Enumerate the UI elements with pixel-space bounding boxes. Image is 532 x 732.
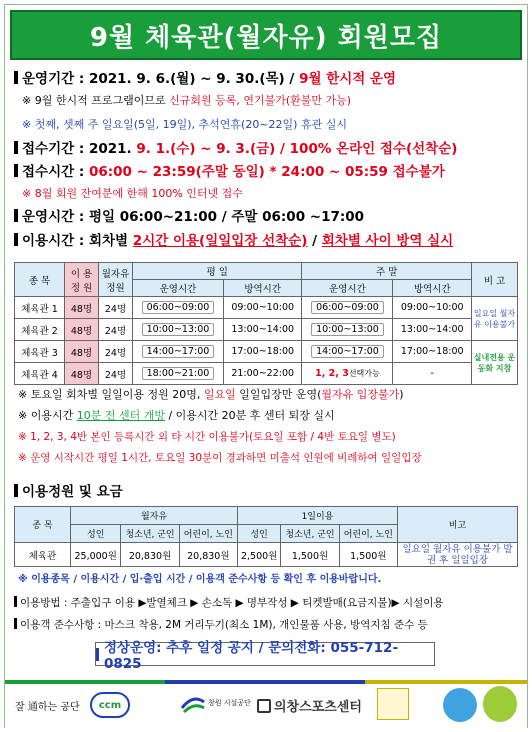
rule-open: ※ 이용시간 10분 전 센터 개방 / 이용시간 20분 후 센터 퇴장 실시 <box>18 409 335 422</box>
col-daily: 1일이용 <box>237 507 397 525</box>
footer-stripe-green <box>5 680 165 684</box>
bullet-bar <box>14 141 18 154</box>
col-weekday-clean: 방역시간 <box>223 280 302 297</box>
note-shoes: 실내전용 운동화 지참 <box>472 341 518 385</box>
col-free: 월자유 정원 <box>99 263 133 297</box>
table-row: 체육관 4 48명 24명 18:00~21:00 21:00~22:00 1, 2, 3선택가능 - <box>15 363 518 385</box>
bullet-bar <box>14 209 18 222</box>
usage-time: 이용시간 : 회차별 2시간 이용(일일입장 선착순) / 회차별 사이 방역 실시 <box>14 232 453 250</box>
col-type: 종 목 <box>15 263 65 297</box>
table-row: 체육관 1 48명 24명 06:00~09:00 09:00~10:00 06:00~09:00 09:00~10:00 일요일 월자유 이용불가 <box>15 297 518 319</box>
footer-logo-ccm: ccm <box>90 692 130 718</box>
footer-stripe-blue <box>165 680 365 684</box>
contact-box: 정상운영: 추후 일정 공지 / 문의전화: 055-712-0825 <box>95 642 435 666</box>
mascot-blue-icon <box>443 688 477 722</box>
schedule-table <box>14 262 518 385</box>
bullet-bar <box>14 484 18 497</box>
col-weekday-op: 운영시간 <box>133 280 224 297</box>
bullet-bar <box>14 596 17 607</box>
closure-note: ※ 첫째, 셋째 주 일요일(5일, 19일), 추석연휴(20~22일) 휴관 실시 <box>22 118 347 131</box>
col-monthly: 월자유 <box>71 507 238 525</box>
table-row: 체육관 2 48명 24명 10:00~13:00 13:00~14:00 10:00~13:00 13:00~14:00 <box>15 319 518 341</box>
registration-note: ※ 8월 회원 잔여분에 한해 100% 인터넷 접수 <box>22 187 243 200</box>
col-note: 비고 <box>398 507 518 543</box>
bullet-bar <box>96 648 99 661</box>
page-title: 9월 체육관(월자유) 회원모집 <box>89 22 443 53</box>
operating-time: 운영시간 : 평일 06:00~21:00 / 주말 06:00 ~17:00 <box>14 208 364 226</box>
bullet-bar <box>14 71 18 84</box>
col-capacity: 이 용 정 원 <box>65 263 99 297</box>
rule-class: ※ 1, 2, 3, 4반 본인 등록시간 외 타 시간 이용불가(토요일 포함 / 4반 토요일 별도) <box>18 431 396 443</box>
col-weekend-clean: 방역시간 <box>393 280 472 297</box>
operating-period: 운영기간 : 2021. 9. 6.(월) ~ 9. 30.(목) / 9월 한시적 운영 <box>14 70 396 88</box>
rule-saturday: ※ 토요일 회차별 일일이용 정원 20명, 일요일 일일입장만 운영(월자유 입장불가) <box>18 388 404 401</box>
rule-noshow: ※ 운영 시작시간 평일 1시간, 토요일 30분이 경과하면 미출석 인원에 비례하여 일일입장 <box>18 452 422 464</box>
bullet-bar <box>14 164 18 177</box>
footer-logo-changwon: 창원 시설공단 <box>180 692 251 714</box>
usage-method: 이용방법 : 주출입구 이용 ▶발열체크 ▶ 손소독 ▶ 명부작성 ▶ 티켓발매(요금지불)▶ 시설이용 <box>14 595 444 611</box>
note-sunday: 일요일 월자유 이용불가 <box>472 297 518 341</box>
center-emblem-icon <box>257 699 271 713</box>
table-row: 체육관 25,000원 20,830원 20,830원 2,500원 1,500원 1,500원 일요일 월자유 이용불가 발권 후 일일입장 <box>15 543 518 567</box>
col-note: 비 고 <box>472 263 518 297</box>
warning-text: ※ 이용종목 / 이용시간 / 입·출입 시간 / 이용객 준수사항 등 확인 후 이용바랍니다. <box>18 574 382 585</box>
footer-logo-center: 의창스포츠센터 <box>257 696 362 715</box>
col-weekend: 주 말 <box>302 263 472 280</box>
registration-time: 접수시간 : 06:00 ~ 23:59(주말 동일) * 24:00 ~ 05:59 접수불가 <box>14 163 445 181</box>
fees-section-title: 이용정원 및 요금 <box>14 483 123 501</box>
table-row: 체육관 3 48명 24명 14:00~17:00 17:00~18:00 14:00~17:00 17:00~18:00 실내전용 운동화 지참 <box>15 341 518 363</box>
footer-emblem-icon <box>377 688 409 720</box>
user-rules: 이용객 준수사항 : 마스크 착용, 2M 거리두기(최소 1M), 개인물품 사용, 방역지침 준수 등 <box>14 617 428 633</box>
mascot-green-icon <box>483 686 517 722</box>
registration-period: 접수기간 : 2021. 9. 1.(수) ~ 9. 3.(금) / 100% 온라인 접수(선착순) <box>14 140 457 158</box>
fees-table: 종 목 월자유 1일이용 비고 성인 청소년, 군인 어린이, 노인 성인 청소년, 군인 어린이, 노인 체육관 25,000원 20,830원 20,830원 2,500원 1,500원 1,500원 일요일 월자유 이용불가 발권 후 일일입장 <box>14 506 518 567</box>
bullet-bar <box>14 233 18 246</box>
col-weekend-op: 운영시간 <box>302 280 393 297</box>
footer-logo-slogan: 잘 通하는 공단 <box>15 702 80 713</box>
changwon-emblem-icon <box>180 692 206 714</box>
col-weekday: 평 일 <box>133 263 302 280</box>
col-type: 종 목 <box>15 507 71 543</box>
period-note: ※ 9월 한시적 프로그램이므로 신규회원 등록, 연기불가(환불만 가능) <box>22 94 352 107</box>
bullet-bar <box>14 618 17 629</box>
title-banner <box>10 10 522 60</box>
footer <box>5 680 527 728</box>
footer-stripe-yellow <box>365 680 527 684</box>
